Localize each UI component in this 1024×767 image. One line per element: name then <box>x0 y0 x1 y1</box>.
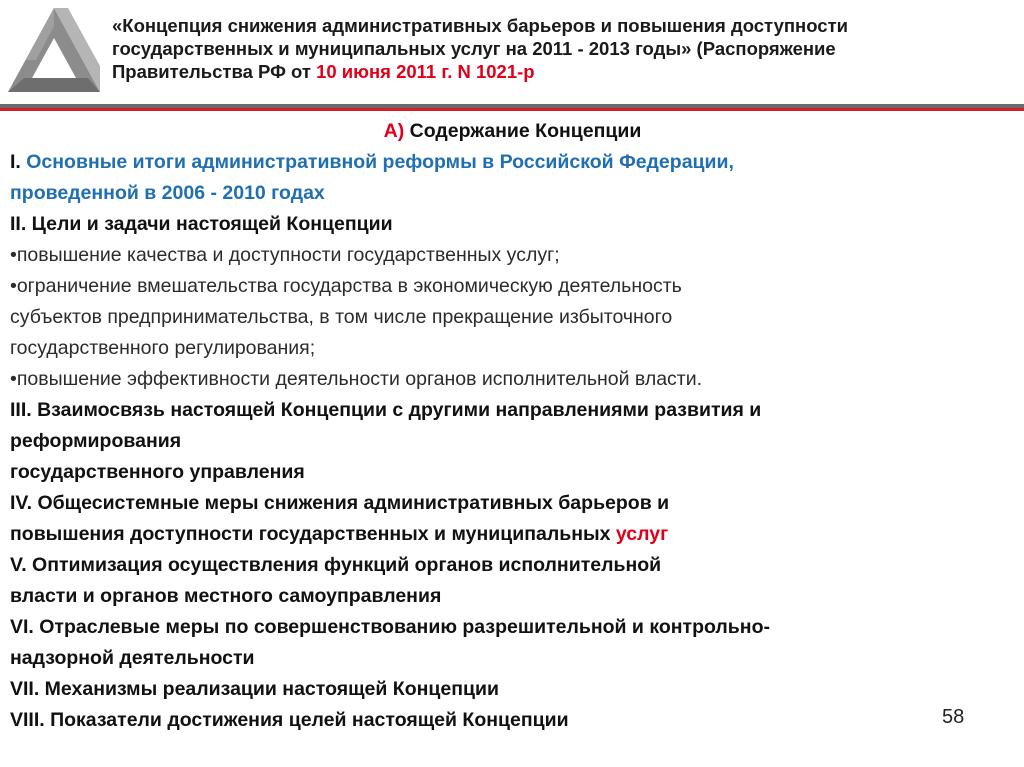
bullet-2-line-3: государственного регулирования; <box>10 337 316 359</box>
slide-body <box>10 116 1015 736</box>
item-8: VIII. Показатели достижения целей настоящей Концепции <box>10 709 569 731</box>
logo-triangle-icon <box>6 6 102 98</box>
item-4-line-2-text: повышения доступности государственных и муниципальных <box>10 523 616 545</box>
item-7: VII. Механизмы реализации настоящей Концепции <box>10 678 499 700</box>
item-3-line-3: государственного управления <box>10 461 305 483</box>
item-6-line-1: VI. Отраслевые меры по совершенствованию разрешительной и контрольно- <box>10 616 770 638</box>
bullet-2-line-1: •ограничение вмешательства государства в экономическую деятельность <box>10 275 682 297</box>
bullet-1: •повышение качества и доступности государственных услуг; <box>10 244 560 266</box>
title-line-1: «Концепция снижения административных барьеров и повышения доступности <box>112 15 848 36</box>
decree-date: 10 июня 2011 г. N 1021-р <box>316 61 535 82</box>
item-3-line-1: III. Взаимосвязь настоящей Концепции с другими направлениями развития и <box>10 399 762 421</box>
item-1-line-2: проведенной в 2006 - 2010 годах <box>10 182 325 204</box>
title-line-2: государственных и муниципальных услуг на 2011 - 2013 годы» (Распоряжение <box>112 38 836 59</box>
item-4-line-1: IV. Общесистемные меры снижения административных барьеров и <box>10 492 670 514</box>
item-6-line-2: надзорной деятельности <box>10 647 255 669</box>
page-number: 58 <box>942 706 965 728</box>
section-prefix: А) <box>383 120 405 142</box>
title-line-3 <box>112 60 1012 83</box>
item-5-line-2: власти и органов местного самоуправления <box>10 585 442 607</box>
item-3-line-2: реформирования <box>10 430 182 452</box>
item-1-number: I. <box>10 151 21 173</box>
section-heading <box>10 116 1015 147</box>
bullet-3: •повышение эффективности деятельности органов исполнительной власти. <box>10 368 703 390</box>
divider-red <box>0 108 1024 111</box>
title-line-3-prefix: Правительства РФ от <box>112 61 317 82</box>
item-2: II. Цели и задачи настоящей Концепции <box>10 213 393 235</box>
item-5-line-1: V. Оптимизация осуществления функций органов исполнительной <box>10 554 662 576</box>
item-4-line-2 <box>10 519 1015 550</box>
item-1-text: Основные итоги административной реформы в Российской Федерации, <box>20 151 734 173</box>
slide-title <box>112 14 1012 83</box>
bullet-2-line-2: субъектов предпринимательства, в том числе прекращение избыточного <box>10 306 673 328</box>
header-divider <box>0 104 1024 112</box>
item-1-line-1 <box>10 147 1015 178</box>
section-title: Содержание Концепции <box>404 120 642 142</box>
item-4-highlight: услуг <box>615 523 669 545</box>
